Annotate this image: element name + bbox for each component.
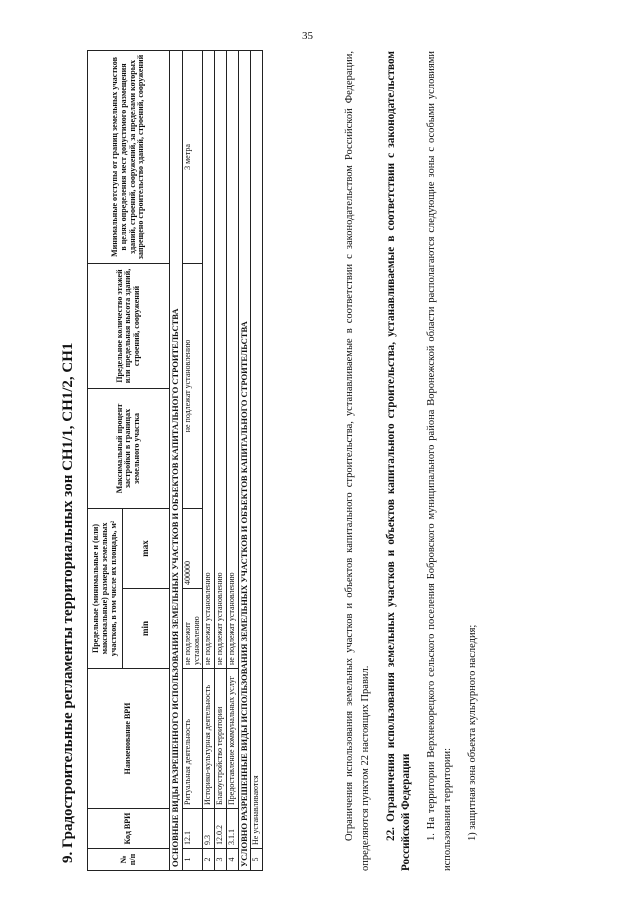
section-main-label: ОСНОВНЫЕ ВИДЫ РАЗРЕШЕННОГО ИСПОЛЬЗОВАНИЯ ЗЕМЕЛЬНЫХ УЧАСТКОВ И ОБЪЕКТОВ КАПИТАЛЬНОГО СТРОИТЕЛЬСТВА: [170, 51, 182, 871]
section-conditional-label: УСЛОВНО РАЗРЕШЕННЫЕ ВИДЫ ИСПОЛЬЗОВАНИЯ ЗЕМЕЛЬНЫХ УЧАСТКОВ И ОБЪЕКТОВ КАПИТАЛЬНОГО СТРОИТЕЛЬСТВА: [238, 51, 250, 871]
section-row-main: [170, 51, 182, 871]
row-num: 1: [182, 849, 203, 871]
header-num: № п/п: [88, 849, 170, 871]
table-header-row: [88, 51, 123, 871]
row-name: Ритуальная деятельность: [182, 669, 203, 809]
header-percent: Максимальный процент застройки в границах земельного участка: [88, 389, 170, 509]
table-row: [203, 51, 215, 871]
paragraph-zones: 1. На территории Верхнекорецкого сельского поселения Бобровского муниципального района Воронежской области располагаются следующие зоны с особыми условиями использования территории:: [425, 51, 454, 871]
row-name: Историко-культурная деятельность: [203, 669, 215, 809]
row-name: Не устанавливаются: [251, 51, 263, 849]
header-max: max: [123, 509, 170, 589]
section-heading-22: 22. Ограничения использования земельных участков и объектов капитального строительства, устанавливаемые в соответствии с законодательством Российской Федерации: [384, 51, 413, 871]
section-row-conditional: [238, 51, 250, 871]
row-num: 2: [203, 849, 215, 871]
table-row: [215, 51, 227, 871]
row-code: 3.1.1: [226, 809, 238, 849]
header-size: Предельные (минимальные и (или) максимальные) размеры земельных участков, в том числе их площадь, м²: [88, 509, 123, 669]
row-code: 12.1: [182, 809, 203, 849]
section-title: 9. Градостроительные регламенты территориальных зон СН1/1, СН1/2, СН1: [60, 342, 76, 863]
header-name: Наименование ВРИ: [88, 669, 170, 809]
paragraph-zone-item-1: 1) защитная зона объекта культурного наследия;: [467, 624, 479, 841]
regulations-table: [87, 50, 263, 871]
header-min: min: [123, 589, 170, 669]
header-floors: Предельное количество этажей или предельная высота зданий, строений, сооружений: [88, 264, 170, 389]
page-number: 35: [302, 30, 313, 42]
header-setback: Минимальные отступы от границ земельных участков в целях определения мест допустимого размещения зданий, строений, сооружений, за пределами которых запрещено строительство зданий, строений, сооружений: [88, 51, 170, 264]
table-row: [226, 51, 238, 871]
header-code: Код ВРИ: [88, 809, 170, 849]
row-code: 9.3: [203, 809, 215, 849]
row-num: 3: [215, 849, 227, 871]
row-max: 400000: [182, 509, 203, 589]
row-setback: 3 метра: [182, 51, 203, 264]
row-name: Предоставление коммунальных услуг: [226, 669, 238, 809]
row-num: 5: [251, 849, 263, 871]
row-value: не подлежат установлению: [215, 51, 227, 669]
body-text: [342, 51, 491, 871]
row-num: 4: [226, 849, 238, 871]
row-min: не подлежит установлению: [182, 589, 203, 669]
row-percent-floors: не подлежат установлению: [182, 264, 203, 509]
table-row: [251, 51, 263, 871]
paragraph-restrictions: Ограничения использования земельных участков и объектов капитального строительства, устанавливаемые в соответствии с законодательством Российской Федерации, определяются пунктом 22 настоящих Правил.: [344, 51, 372, 871]
row-name: Благоустройство территории: [215, 669, 227, 809]
rotated-page-content: [48, 51, 633, 871]
table-row: [182, 51, 203, 871]
row-value: не подлежат установлению: [203, 51, 215, 669]
row-value: не подлежат установлению: [226, 51, 238, 669]
row-code: 12.0.2: [215, 809, 227, 849]
